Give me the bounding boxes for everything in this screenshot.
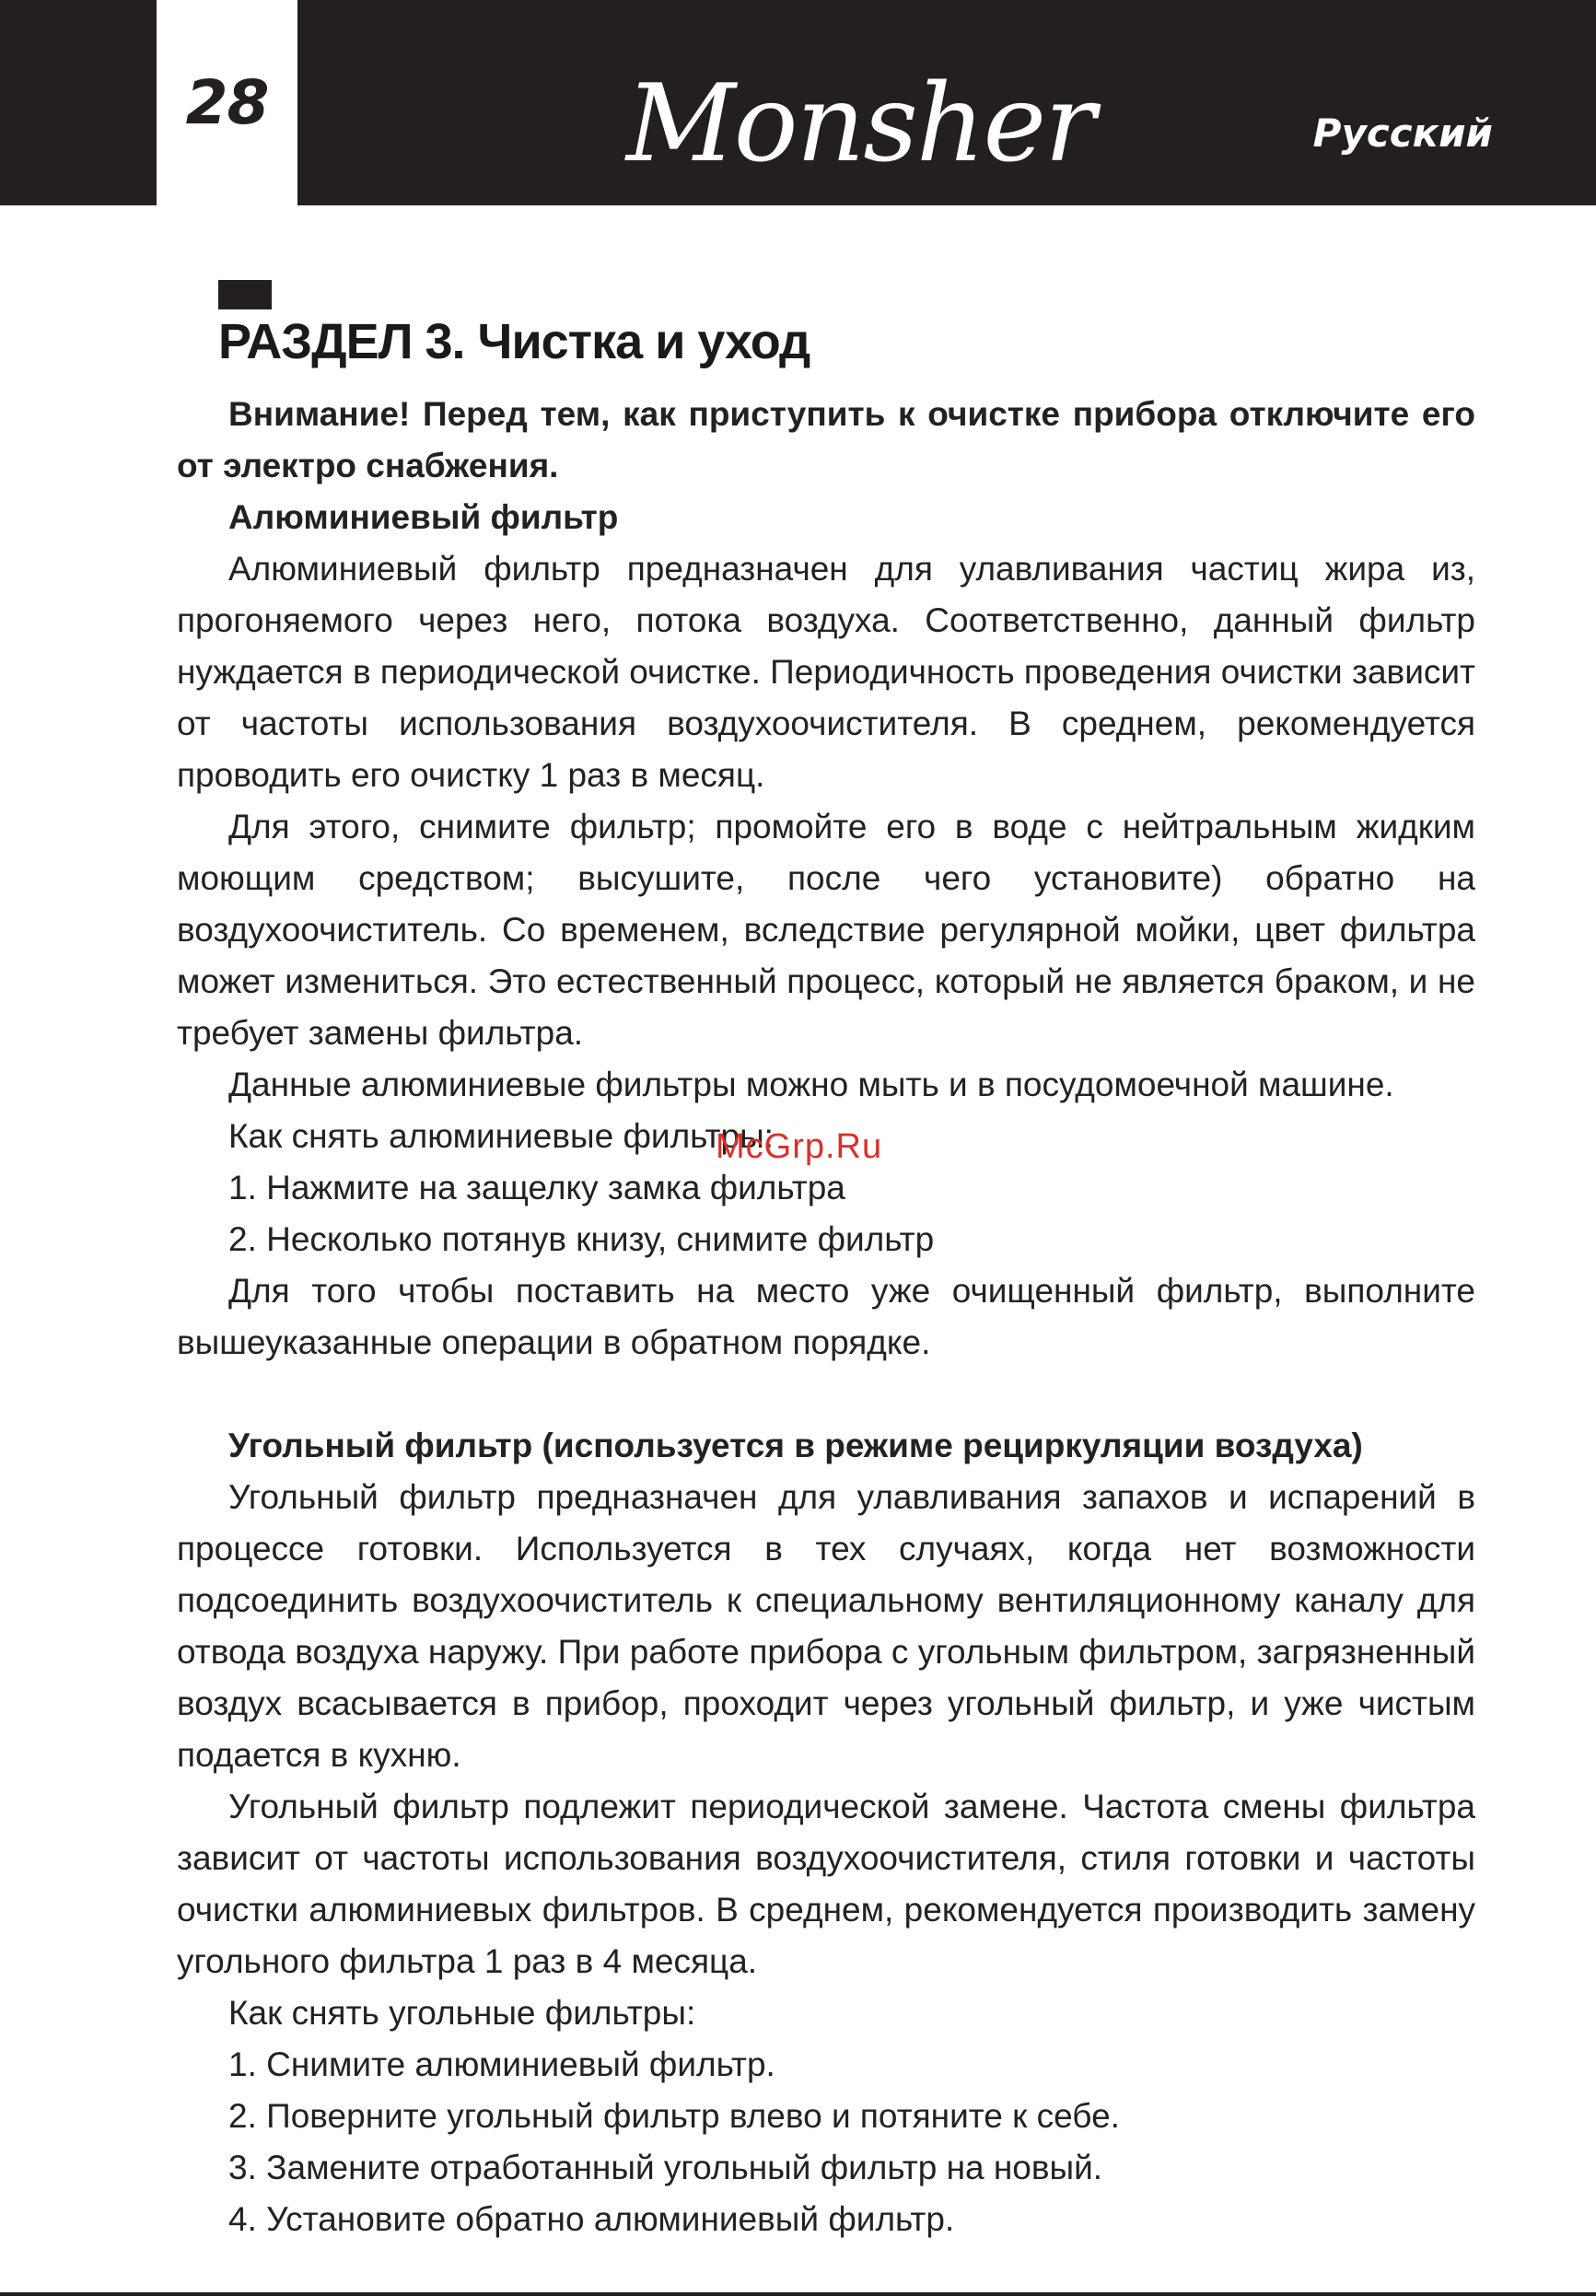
spacer (177, 1369, 1475, 1420)
page-number-box (157, 0, 297, 205)
aluminum-step-2: 2. Несколько потянув книзу, снимите фильтр (228, 1220, 935, 1258)
aluminum-paragraph-1: Алюминиевый фильтр предназначен для улавливания частиц жира из, прогоняемого через него, потока воздуха. Соответственно, данный фильтр нуждается в периодической очистке. Периодичность проведения очистки зависит от частоты использования воздухоочистителя. В среднем, рекомендуется проводить его очистку 1 раз в месяц. (177, 550, 1475, 794)
carbon-step-3: 3. Замените отработанный угольный фильтр на новый. (228, 2149, 1103, 2186)
aluminum-filter-heading: Алюминиевый фильтр (228, 498, 619, 536)
bottom-rule (0, 2292, 1596, 2296)
aluminum-paragraph-4: Для того чтобы поставить на место уже очищенный фильтр, выполните вышеуказанные операции в обратном порядке. (177, 1272, 1475, 1361)
carbon-step-4: 4. Установите обратно алюминиевый фильтр. (228, 2200, 955, 2238)
watermark-text: McGrp.Ru (716, 1127, 883, 1166)
page-number: 28 (185, 67, 269, 138)
section-marker (218, 280, 272, 309)
carbon-paragraph-2: Угольный фильтр подлежит периодической замене. Частота смены фильтра зависит от частоты использования воздухоочистителя, стиля готовки и частоты очистки алюминиевых фильтров. В среднем, рекомендуется производить замену угольного фильтра 1 раз в 4 месяца. (177, 1788, 1475, 1980)
page-header (0, 0, 1596, 205)
carbon-paragraph-1: Угольный фильтр предназначен для улавливания запахов и испарений в процессе готовки. Используется в тех случаях, когда нет возможности подсоединить воздухоочиститель к специальному вентиляционному каналу для отвода воздуха наружу. При работе прибора с угольным фильтром, загрязненный воздух всасывается в прибор, проходит через угольный фильтр, и уже чистым подается в кухню. (177, 1478, 1475, 1774)
warning-text: Внимание! Перед тем, как приступить к очистке прибора отключите его от электро снабжения. (177, 395, 1475, 484)
aluminum-steps-intro: Как снять алюминиевые фильтры: (228, 1117, 774, 1155)
aluminum-paragraph-2: Для этого, снимите фильтр; промойте его в воде с нейтральным жидким моющим средством; высушите, после чего установите) обратно на воздухоочиститель. Со временем, вследствие регулярной мойки, цвет фильтра может измениться. Это естественный процесс, который не является браком, и не требует замены фильтра. (177, 808, 1475, 1052)
aluminum-paragraph-3: Данные алюминиевые фильтры можно мыть и в посудомоечной машине. (228, 1066, 1394, 1103)
section-title: РАЗДЕЛ 3. Чистка и уход (218, 314, 810, 369)
aluminum-step-1: 1. Нажмите на защелку замка фильтра (228, 1169, 845, 1206)
document-body (177, 389, 1475, 2245)
carbon-step-2: 2. Поверните угольный фильтр влево и потяните к себе. (228, 2097, 1120, 2135)
language-label: Русский (1312, 111, 1493, 156)
carbon-step-1: 1. Снимите алюминиевый фильтр. (228, 2045, 775, 2083)
carbon-steps-intro: Как снять угольные фильтры: (228, 1994, 696, 2032)
carbon-filter-heading: Угольный фильтр (используется в режиме рециркуляции воздуха) (228, 1427, 1363, 1464)
brand-logo: Monsher (626, 62, 1094, 186)
